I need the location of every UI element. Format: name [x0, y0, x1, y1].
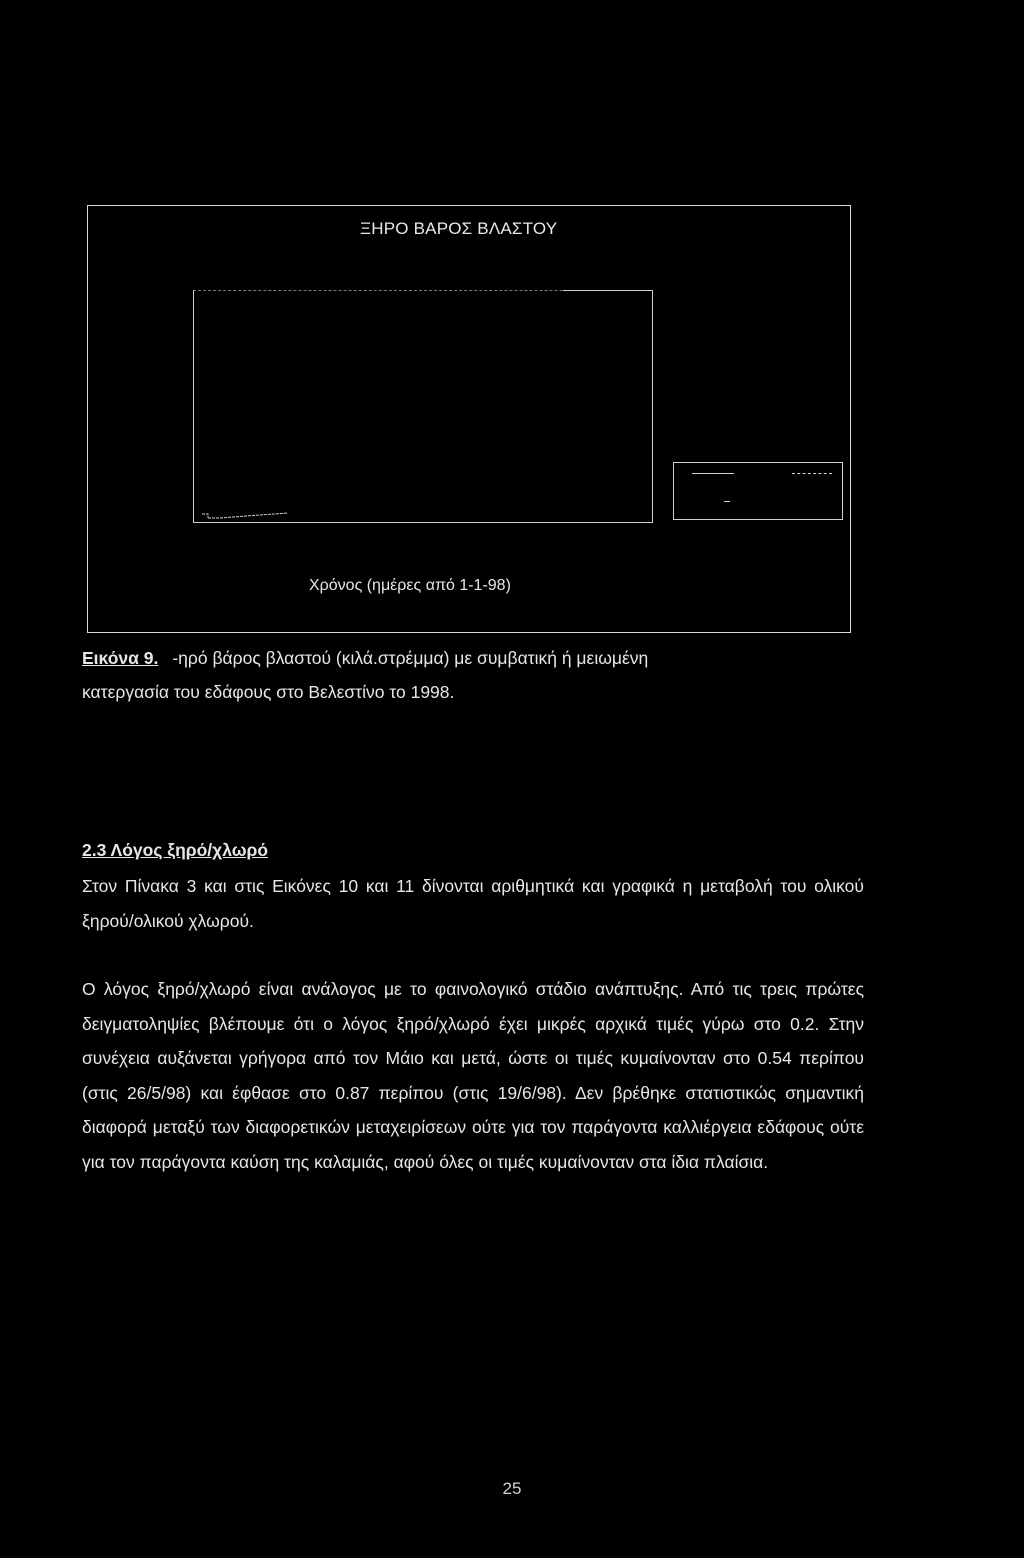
caption-line-1: -ηρό βάρος βλαστού (κιλά.στρέμμα) με συμβατική ή μειωμένη [172, 648, 649, 668]
figure-caption [82, 641, 854, 709]
chart-legend [673, 462, 843, 520]
chart-title: ΞΗΡΟ ΒΑΡΟΣ ΒΛΑΣΤΟΥ [360, 219, 558, 238]
paragraph-2: Ο λόγος ξηρό/χλωρό είναι ανάλογος με το φαινολογικό στάδιο ανάπτυξης. Από τις τρεις πρώτες δειγματοληψίες βλέπουμε ότι ο λόγος ξηρό/χλωρό έχει μικρές αρχικά τιμές γύρω στο 0.2. Στην συνέχεια αυξάνεται γρήγορα από τον Μάιο και μετά, ώστε οι τιμές κυμαίνονταν στο 0.54 περίπου (στις 26/5/98) και έφθασε στο 0.87 περίπου (στις 19/6/98). Δεν βρέθηκε στατιστικώς σημαντική διαφορά μεταξύ των διαφορετικών μεταχειρίσεων ούτε για τον παράγοντα καλλιέργεια εδάφους ούτε για τον παράγοντα καύση της καλαμιάς, αφού όλες οι τιμές κυμαίνονταν στα ίδια πλαίσια. [82, 979, 864, 1172]
plot-area [193, 290, 653, 523]
legend-line-dashed [792, 473, 832, 474]
caption-line-2: κατεργασία του εδάφους στο Βελεστίνο το 1998. [82, 682, 455, 702]
series-line-fragment [200, 506, 290, 520]
x-axis-label: Χρόνος (ημέρες από 1-1-98) [309, 577, 511, 594]
legend-line-short [724, 501, 730, 502]
section-body [82, 835, 864, 1179]
section-heading: 2.3 Λόγος ξηρό/χλωρό [82, 840, 269, 860]
legend-line-solid [692, 473, 734, 474]
paragraph-1: Στον Πίνακα 3 και στις Εικόνες 10 και 11 δίνονται αριθμητικά και γραφικά η μεταβολή του ολικού ξηρού/ολικού χλωρού. [82, 876, 864, 931]
caption-label: Εικόνα 9. [82, 648, 159, 668]
page-number: 25 [502, 1479, 522, 1498]
plot-border-top [563, 290, 653, 291]
